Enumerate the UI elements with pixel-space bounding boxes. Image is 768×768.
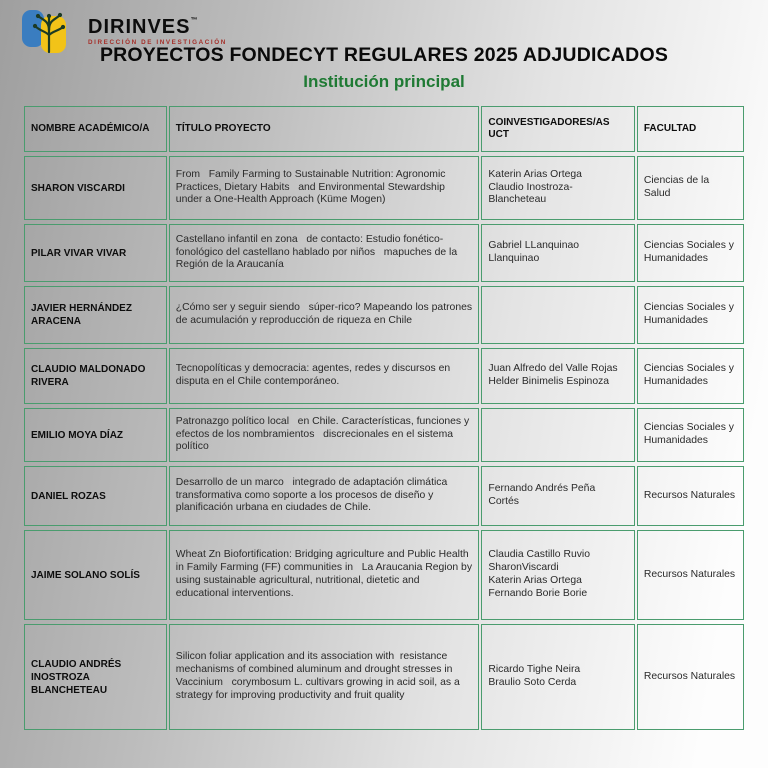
- projects-table: [22, 102, 746, 734]
- cell-coinvestigadores: [481, 156, 635, 220]
- coinvestigator-name: Helder Binimelis Espinoza: [488, 376, 610, 387]
- cell-nombre-academico: JAVIER HERNÁNDEZ ARACENA: [24, 286, 167, 344]
- trademark-mark: ™: [190, 17, 199, 24]
- cell-titulo-proyecto: Castellano infantil en zona de contacto: Estudio fonético-fonológico del castellano hablado por niños mapuches de la Región de la Araucanía: [169, 224, 480, 282]
- brand-name: DIRINVES™: [88, 16, 199, 38]
- cell-titulo-proyecto: Wheat Zn Biofortification: Bridging agriculture and Public Health in Family Farming (FF) communities in La Araucania Region by using sustainable agricultural, nutritional, dietetic and educational interventions.: [169, 530, 480, 620]
- cell-nombre-academico: EMILIO MOYA DÍAZ: [24, 408, 167, 462]
- table-body: [24, 156, 744, 730]
- coinvestigator-name: Katerin Arias Ortega: [488, 168, 582, 180]
- column-header-facultad: FACULTAD: [637, 106, 744, 152]
- cell-titulo-proyecto: ¿Cómo ser y seguir siendo súper-rico? Mapeando los patrones de acumulación y reproducción de riqueza en Chile: [169, 286, 480, 344]
- cell-coinvestigadores: [481, 408, 635, 462]
- cell-coinvestigadores: [481, 624, 635, 730]
- cell-facultad: Ciencias Sociales y Humanidades: [637, 286, 744, 344]
- cell-titulo-proyecto: Desarrollo de un marco integrado de adaptación climática transformativa como soporte a los procesos de diseño y planificación urbana en ciudades de Chile.: [169, 466, 480, 526]
- table-row: [24, 224, 744, 282]
- cell-nombre-academico: CLAUDIO ANDRÉS INOSTROZA BLANCHETEAU: [24, 624, 167, 730]
- table-row: [24, 530, 744, 620]
- column-header-titulo: TÍTULO PROYECTO: [169, 106, 480, 152]
- cell-titulo-proyecto: Patronazgo político local en Chile. Características, funciones y efectos de los nombramientos discrecionales en el sistema político: [169, 408, 480, 462]
- page-title: PROYECTOS FONDECYT REGULARES 2025 ADJUDICADOS: [99, 44, 669, 66]
- cell-coinvestigadores: [481, 530, 635, 620]
- cell-facultad: Ciencias de la Salud: [637, 156, 744, 220]
- cell-facultad: Recursos Naturales: [637, 466, 744, 526]
- cell-titulo-proyecto: From Family Farming to Sustainable Nutrition: Agronomic Practices, Dietary Habits and Environmental Stewardship under a One-Health Approach (Küme Mogen): [169, 156, 480, 220]
- coinvestigator-name: Fernando Andrés Peña Cortés: [488, 483, 596, 507]
- table-header-row: [24, 106, 744, 152]
- column-header-coinvestigadores: COINVESTIGADORES/AS UCT: [481, 106, 635, 152]
- cell-facultad: Recursos Naturales: [637, 624, 744, 730]
- table-row: [24, 408, 744, 462]
- coinvestigator-name: Claudia Castillo Ruvio: [488, 549, 591, 561]
- coinvestigator-name: Fernando Borie Borie: [488, 587, 588, 599]
- coinvestigator-name: Ricardo Tighe Neira: [488, 664, 581, 676]
- table-row: [24, 286, 744, 344]
- logo-tagline: DIRECCIÓN DE INVESTIGACIÓN: [88, 39, 227, 46]
- cell-coinvestigadores: [481, 466, 635, 526]
- cell-nombre-academico: JAIME SOLANO SOLÍS: [24, 530, 167, 620]
- cell-nombre-academico: PILAR VIVAR VIVAR: [24, 224, 167, 282]
- table-row: [24, 624, 744, 730]
- cell-facultad: Ciencias Sociales y Humanidades: [637, 408, 744, 462]
- cell-titulo-proyecto: Silicon foliar application and its association with resistance mechanisms of combined aluminum and drought stresses in Vaccinium corymbosum L. cultivars growing in acid soil, as a strategy for improving productivity and fruit quality: [169, 624, 480, 730]
- table-row: [24, 466, 744, 526]
- cell-titulo-proyecto: Tecnopolíticas y democracia: agentes, redes y discursos en disputa en el Chile contemporáneo.: [169, 348, 480, 404]
- dirinves-logo: [18, 8, 227, 54]
- coinvestigator-name: SharonViscardi: [488, 562, 559, 574]
- coinvestigator-name: Gabriel LLanquinao Llanquinao: [488, 240, 580, 264]
- cell-nombre-academico: SHARON VISCARDI: [24, 156, 167, 220]
- cell-coinvestigadores: [481, 348, 635, 404]
- cell-facultad: Recursos Naturales: [637, 530, 744, 620]
- dirinves-logo-icon: [18, 8, 84, 54]
- cell-coinvestigadores: [481, 286, 635, 344]
- column-header-nombre: NOMBRE ACADÉMICO/A: [24, 106, 167, 152]
- coinvestigator-name: Juan Alfredo del Valle Rojas: [488, 363, 618, 375]
- cell-nombre-academico: CLAUDIO MALDONADO RIVERA: [24, 348, 167, 404]
- cell-facultad: Ciencias Sociales y Humanidades: [637, 224, 744, 282]
- cell-coinvestigadores: [481, 224, 635, 282]
- table-row: [24, 156, 744, 220]
- cell-facultad: Ciencias Sociales y Humanidades: [637, 348, 744, 404]
- coinvestigator-name: Braulio Soto Cerda: [488, 677, 577, 688]
- coinvestigator-name: Claudio Inostroza-Blancheteau: [488, 181, 573, 206]
- table-header: [24, 106, 744, 152]
- page-subtitle: Institución principal: [303, 72, 465, 91]
- table-row: [24, 348, 744, 404]
- coinvestigator-name: Katerin Arias Ortega: [488, 575, 582, 586]
- cell-nombre-academico: DANIEL ROZAS: [24, 466, 167, 526]
- logo-text: [88, 8, 227, 46]
